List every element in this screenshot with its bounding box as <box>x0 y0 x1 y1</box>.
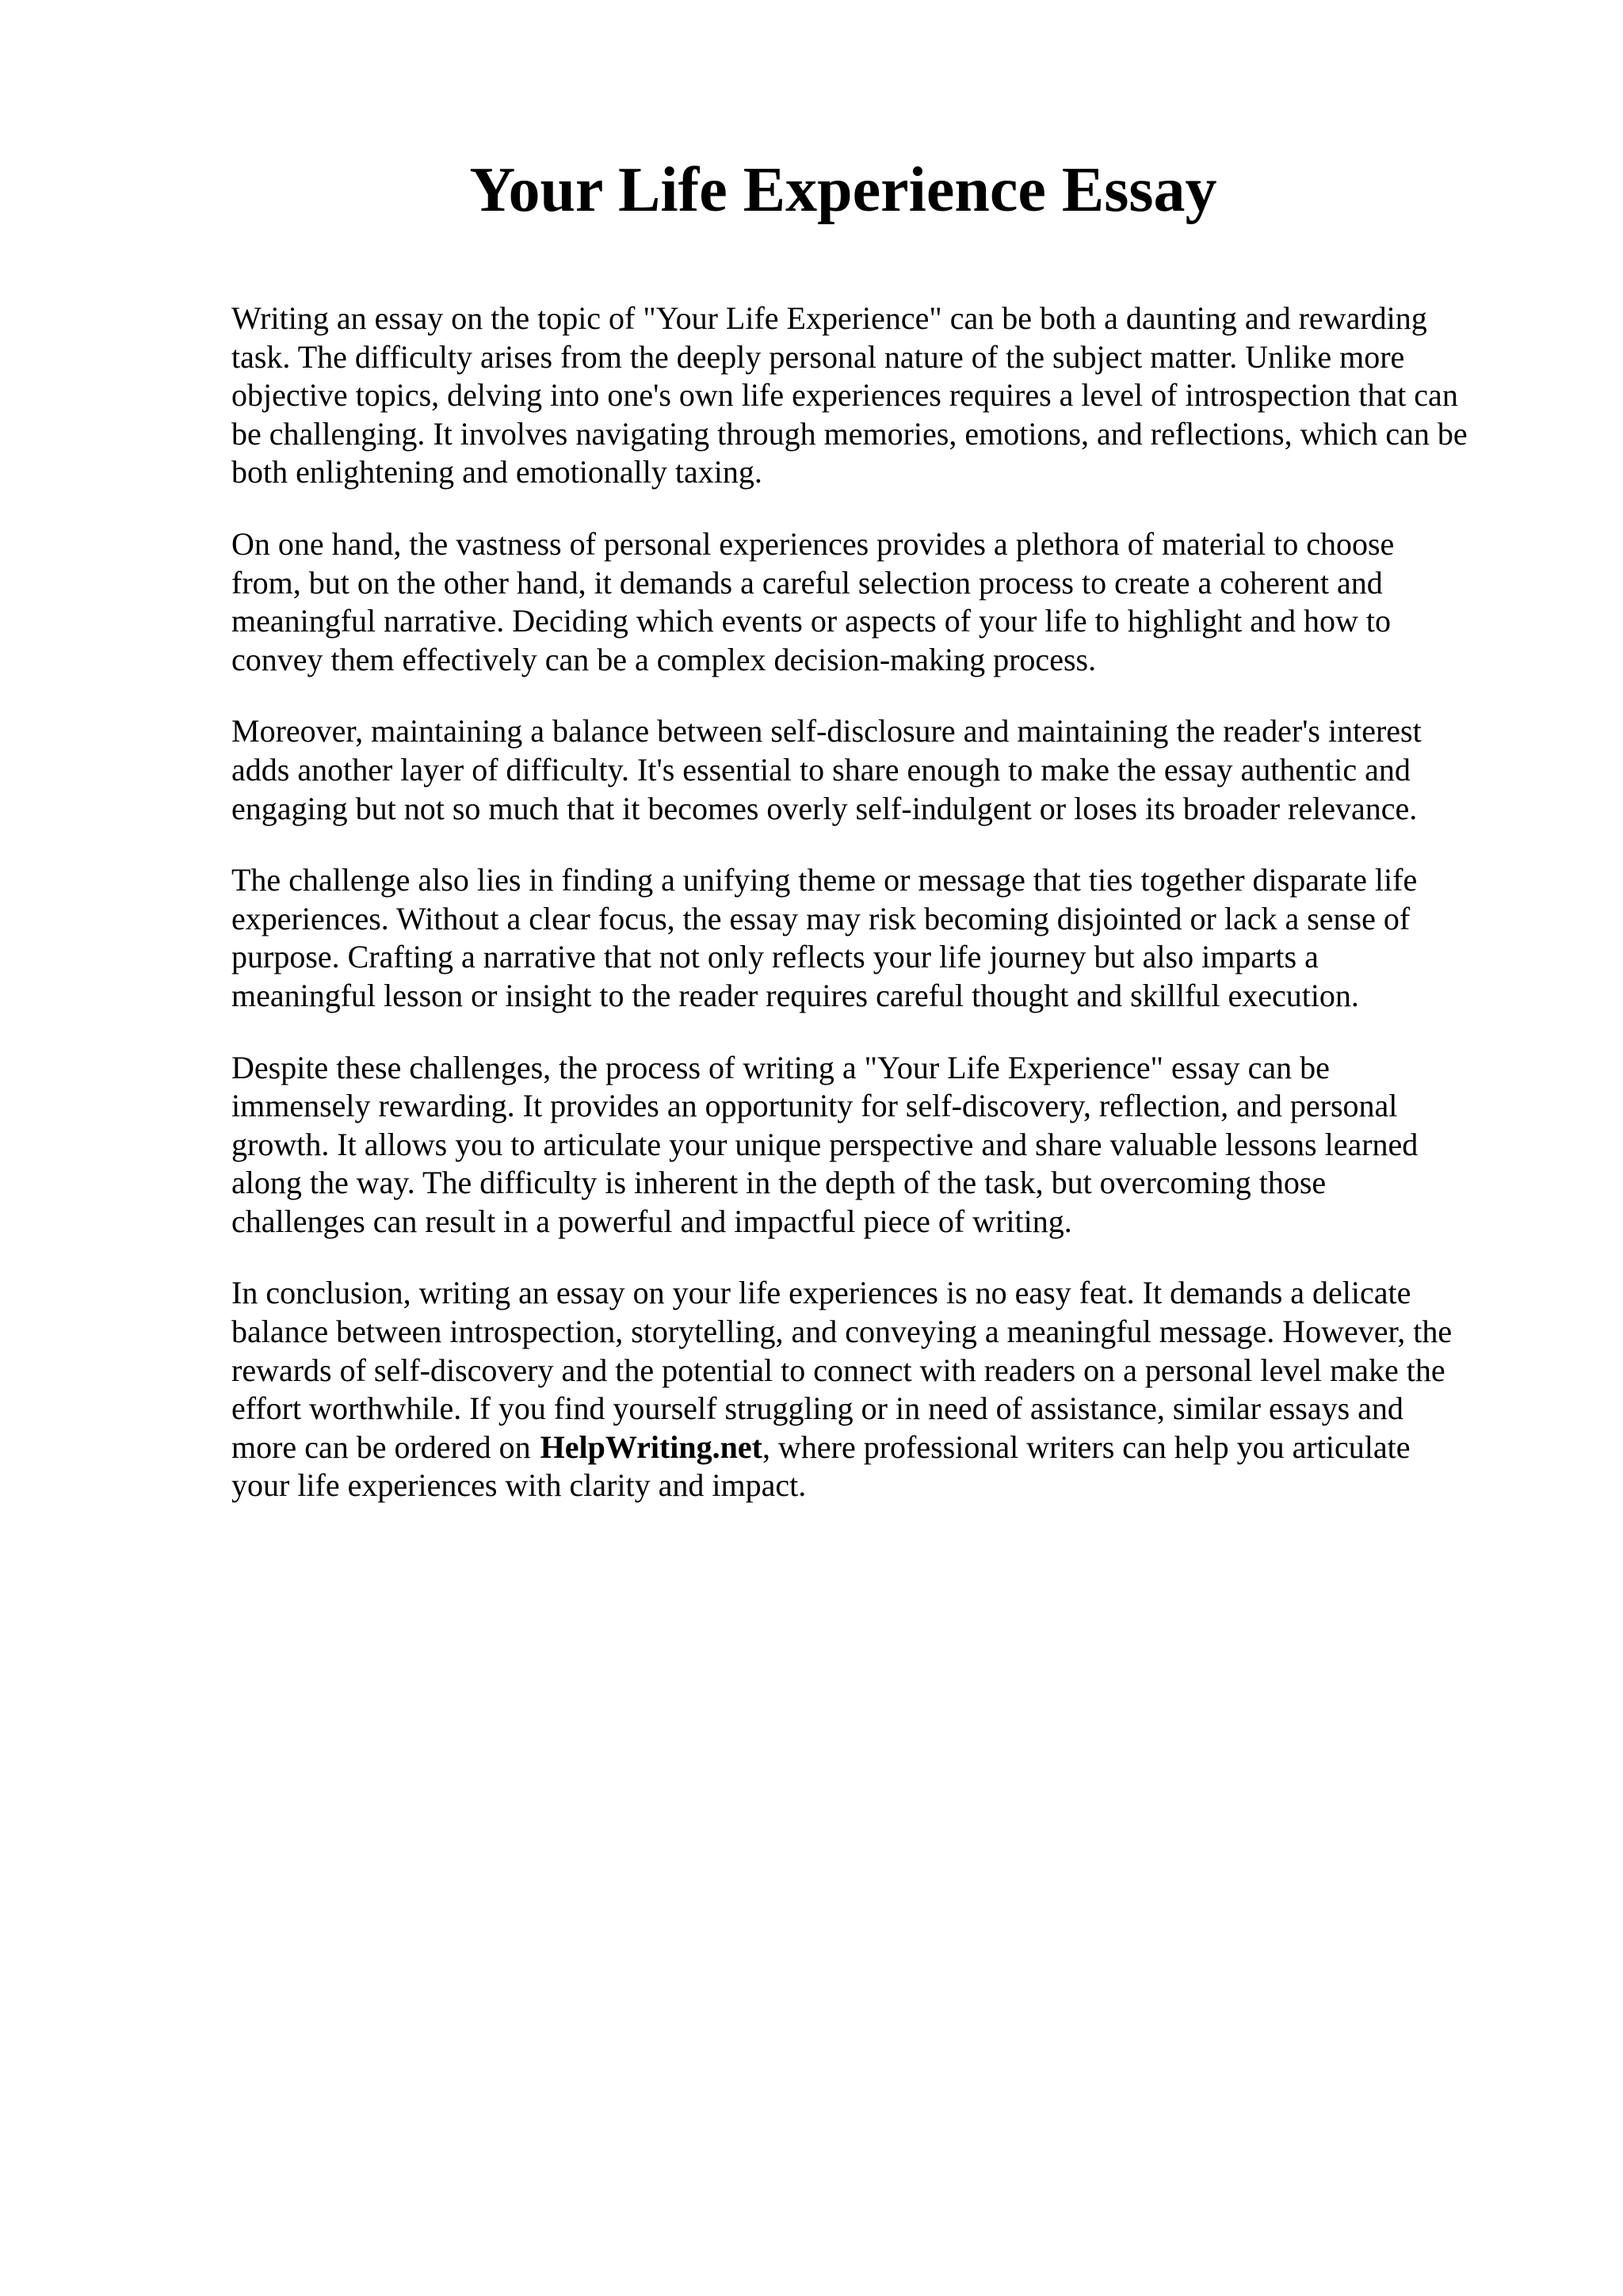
text-line: challenges can result in a powerful and impactful piece of writing. <box>231 1203 1072 1239</box>
paragraph-5 <box>231 1049 1531 1241</box>
text-line: along the way. The difficulty is inherent in the depth of the task, but overcoming those <box>231 1165 1327 1201</box>
text-line: Despite these challenges, the process of writing a "Your Life Experience" essay can be <box>231 1049 1330 1085</box>
text-line: your life experiences with clarity and impact. <box>231 1467 807 1504</box>
text-line: meaningful narrative. Deciding which events or aspects of your life to highlight and how to <box>231 603 1391 639</box>
text-line: be challenging. It involves navigating through memories, emotions, and reflections, which can be <box>231 415 1468 452</box>
essay-body <box>231 299 1531 1539</box>
text-line: effort worthwhile. If you find yourself struggling or in need of assistance, similar essays and <box>231 1390 1403 1427</box>
link-trail-text: , where professional writers can help you articulate <box>762 1428 1411 1465</box>
text-line: Moreover, maintaining a balance between self-disclosure and maintaining the reader's interest <box>231 713 1422 749</box>
text-line: purpose. Crafting a narrative that not only reflects your life journey but also imparts a <box>231 939 1319 975</box>
paragraph-2 <box>231 525 1531 679</box>
text-line: balance between introspection, storytelling, and conveying a meaningful message. However, the <box>231 1314 1453 1350</box>
text-line: The challenge also lies in finding a unifying theme or message that ties together disparate life <box>231 862 1418 898</box>
text-line: In conclusion, writing an essay on your life experiences is no easy feat. It demands a delicate <box>231 1275 1411 1311</box>
text-line: engaging but not so much that it becomes overly self-indulgent or loses its broader relevance. <box>231 790 1418 826</box>
text-line: rewards of self-discovery and the potential to connect with readers on a personal level make the <box>231 1352 1445 1388</box>
page-title: Your Life Experience Essay <box>469 155 1217 225</box>
link-lead-text: more can be ordered on <box>231 1428 531 1465</box>
paragraph-1 <box>231 299 1531 492</box>
text-line: adds another layer of difficulty. It's essential to share enough to make the essay authentic and <box>231 751 1411 788</box>
paragraph-4 <box>231 861 1531 1015</box>
text-line-with-link <box>231 1428 1531 1467</box>
helpwriting-link[interactable]: HelpWriting.net <box>540 1428 762 1465</box>
text-line: experiences. Without a clear focus, the essay may risk becoming disjointed or lack a sense of <box>231 900 1411 936</box>
text-line: convey them effectively can be a complex decision-making process. <box>231 641 1097 677</box>
paragraph-conclusion <box>231 1274 1531 1505</box>
text-line: from, but on the other hand, it demands a careful selection process to create a coherent and <box>231 564 1383 601</box>
text-line: Writing an essay on the topic of "Your Life Experience" can be both a daunting and rewarding <box>231 300 1427 336</box>
paragraph-3 <box>231 712 1531 828</box>
text-line: both enlightening and emotionally taxing. <box>231 454 762 490</box>
text-line: objective topics, delving into one's own life experiences requires a level of introspection that can <box>231 377 1458 414</box>
text-line: task. The difficulty arises from the deeply personal nature of the subject matter. Unlike more <box>231 338 1405 375</box>
text-line: On one hand, the vastness of personal experiences provides a plethora of material to choose <box>231 525 1395 562</box>
text-line: meaningful lesson or insight to the reader requires careful thought and skillful execution. <box>231 977 1359 1013</box>
text-line: immensely rewarding. It provides an opportunity for self-discovery, reflection, and personal <box>231 1088 1398 1124</box>
text-line: growth. It allows you to articulate your unique perspective and share valuable lessons learned <box>231 1126 1419 1162</box>
